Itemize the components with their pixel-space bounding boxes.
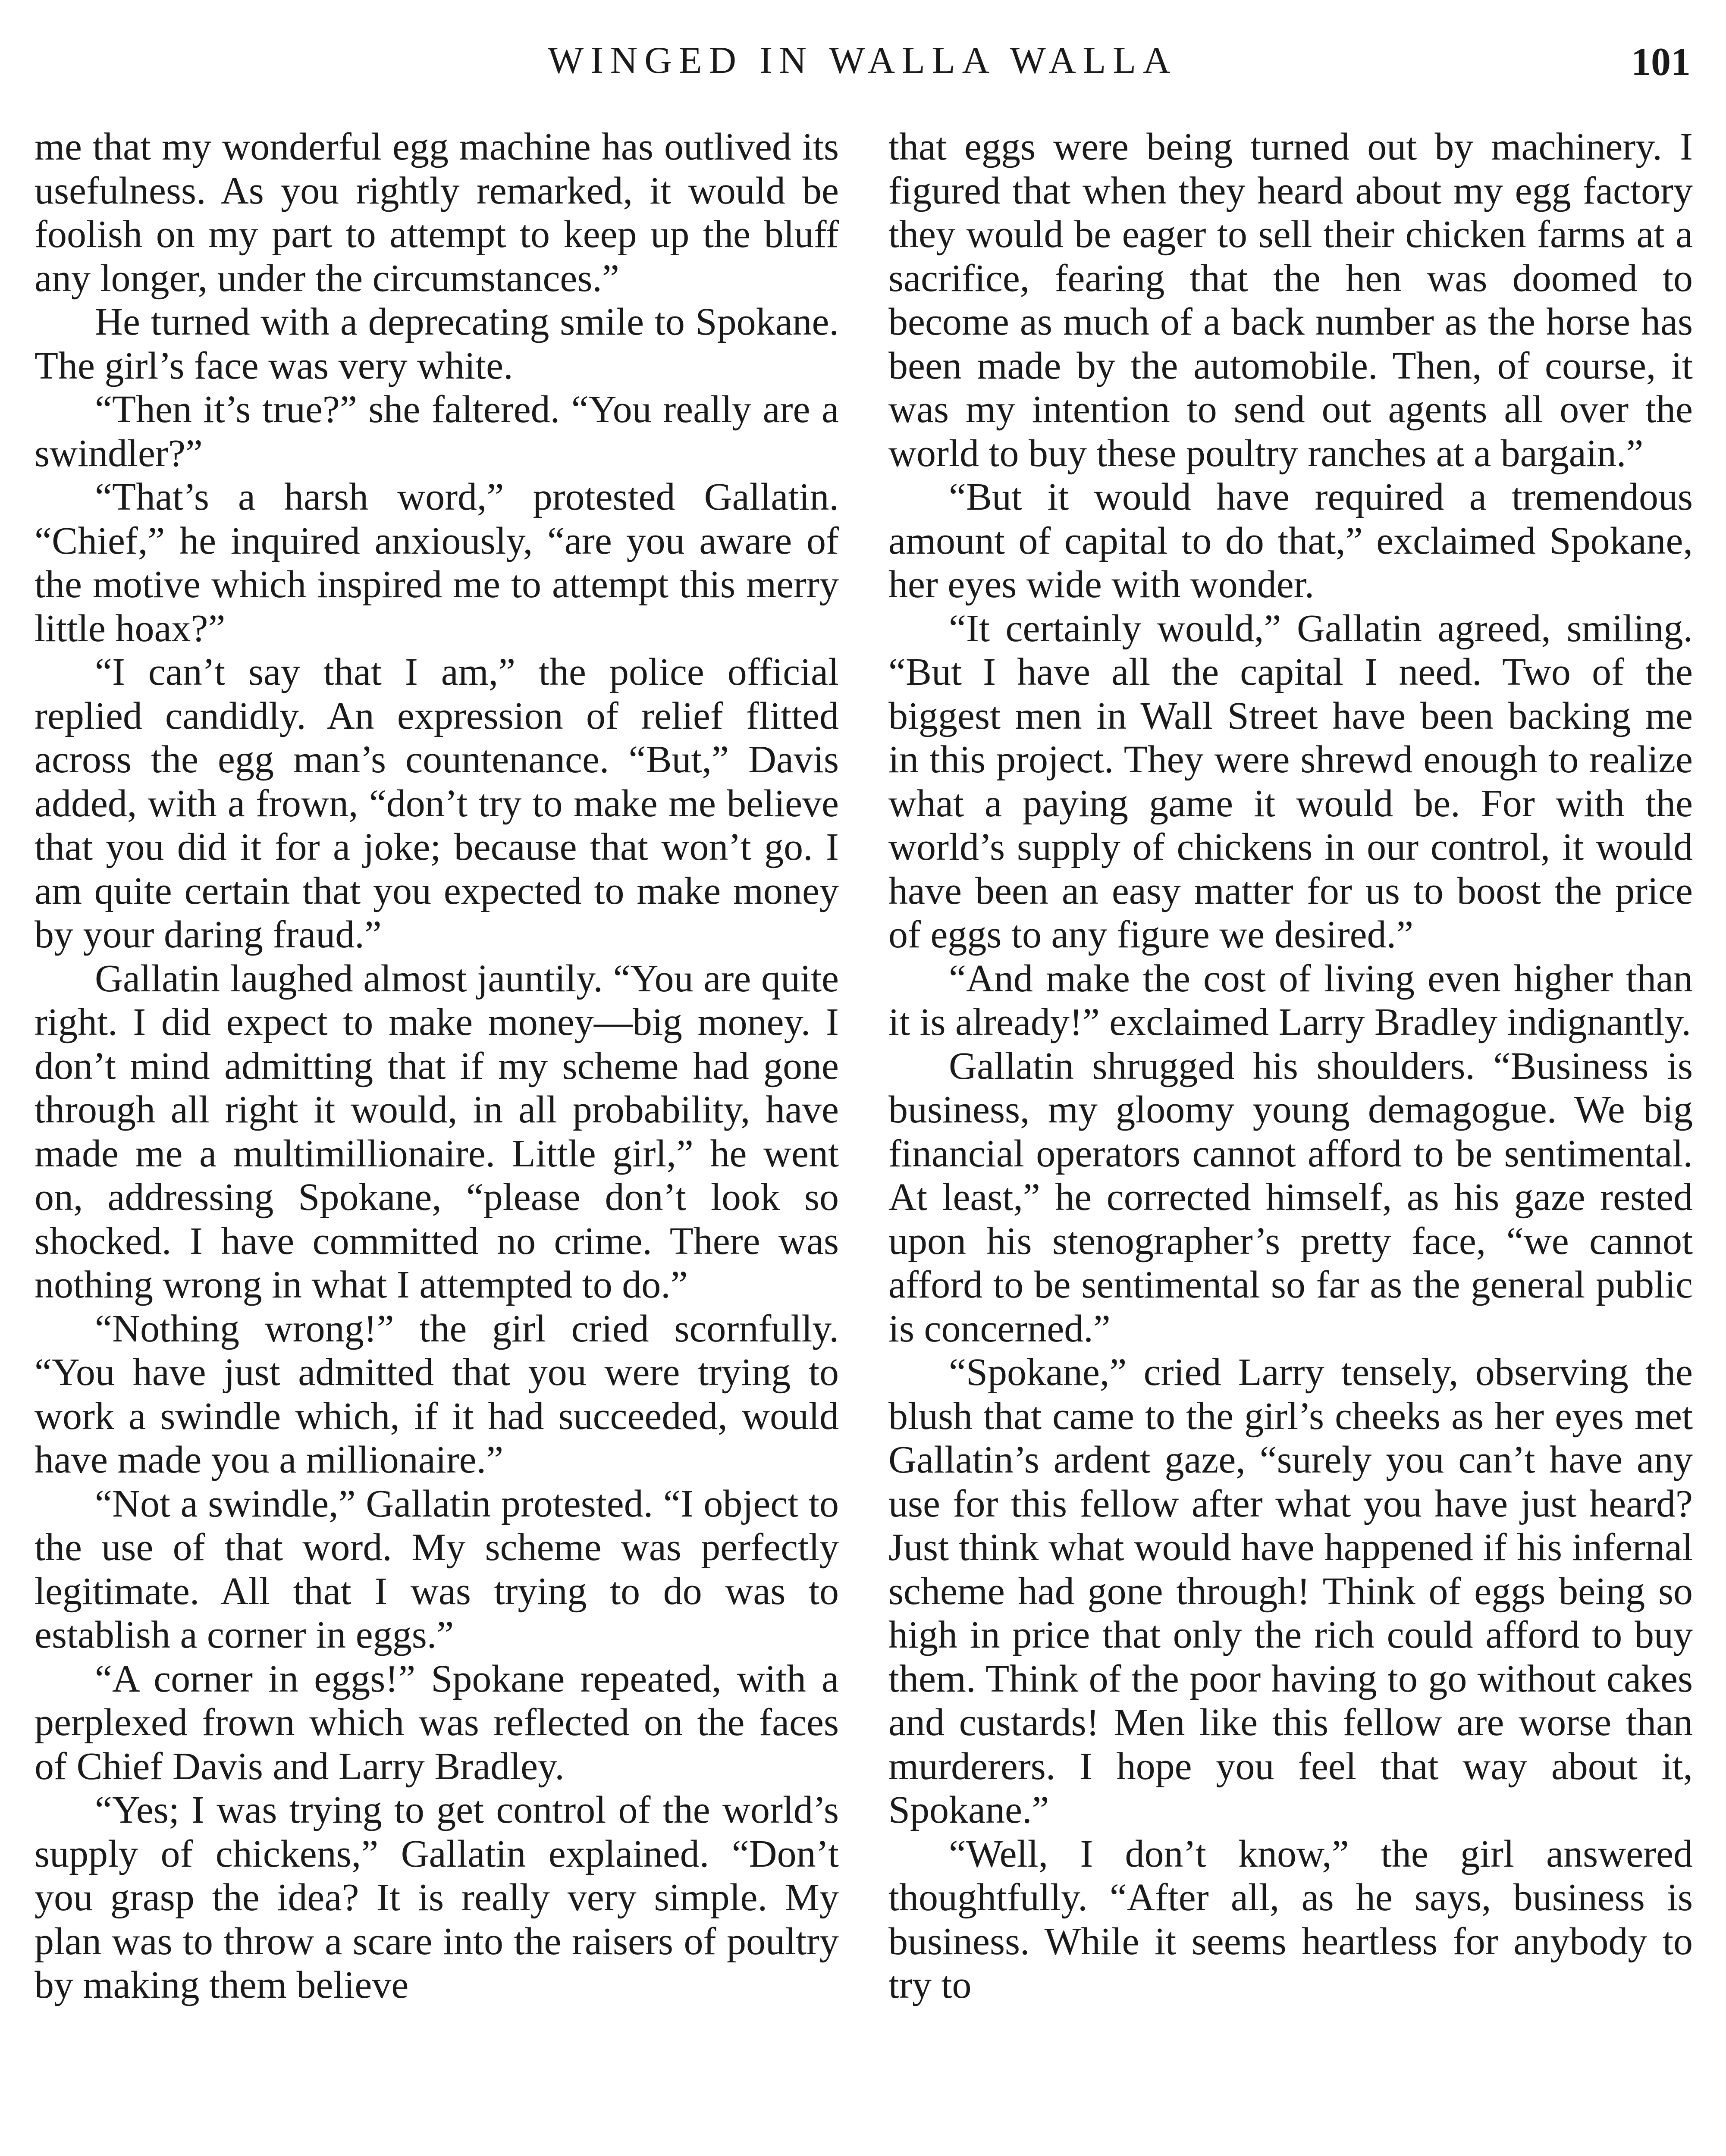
page-header xyxy=(35,26,1691,95)
paragraph: “And make the cost of living even higher than it is already!” exclaimed Larry Bradley indignantly. xyxy=(888,957,1693,1044)
paragraph: “Nothing wrong!” the girl cried scornfully. “You have just admitted that you were trying to work a swindle which, if it had succeeded, would have made you a millionaire.” xyxy=(35,1307,839,1481)
paragraph: “I can’t say that I am,” the police official replied candidly. An expression of relief flitted across the egg man’s countenance. “But,” Davis added, with a frown, “don’t try to make me believe that you did it for a joke; because that won’t go. I am quite certain that you expected to make money by your daring fraud.” xyxy=(35,651,839,956)
paragraph: me that my wonderful egg machine has outlived its usefulness. As you rightly remarked, it would be foolish on my part to attempt to keep up the bluff any longer, under the circumstances.” xyxy=(35,125,839,300)
paragraph: Gallatin shrugged his shoulders. “Business is business, my gloomy young demagogue. We big financial operators cannot afford to be sentimental. At least,” he corrected himself, as his gaze rested upon his stenographer’s pretty face, “we cannot afford to be sentimental so far as the general public is concerned.” xyxy=(888,1044,1693,1350)
left-column xyxy=(35,125,839,2007)
paragraph: He turned with a deprecating smile to Spokane. The girl’s face was very white. xyxy=(35,301,839,387)
running-title: WINGED IN WALLA WALLA xyxy=(548,40,1177,81)
paragraph: “Well, I don’t know,” the girl answered thoughtfully. “After all, as he says, business is business. While it seems heartless for anybody to try to xyxy=(888,1832,1693,2006)
paragraph: “It certainly would,” Gallatin agreed, smiling. “But I have all the capital I need. Two of the biggest men in Wall Street have been backing me in this project. They were shrewd enough to realize what a paying game it would be. For with the world’s supply of chickens in our control, it would have been an easy matter for us to boost the price of eggs to any figure we desired.” xyxy=(888,607,1693,956)
paragraph: “That’s a harsh word,” protested Gallatin. “Chief,” he inquired anxiously, “are you aware of the motive which inspired me to attempt this merry little hoax?” xyxy=(35,476,839,650)
paragraph: Gallatin laughed almost jauntily. “You are quite right. I did expect to make money—big money. I don’t mind admitting that if my scheme had gone through all right it would, in all probability, have made me a multimillionaire. Little girl,” he went on, addressing Spokane, “please don’t look so shocked. I have committed no crime. There was nothing wrong in what I attempted to do.” xyxy=(35,957,839,1306)
paragraph: “Spokane,” cried Larry tensely, observing the blush that came to the girl’s cheeks as her eyes met Gallatin’s ardent gaze, “surely you can’t have any use for this fellow after what you have just heard? Just think what would have happened if his infernal scheme had gone through! Think of eggs being so high in price that only the rich could afford to buy them. Think of the poor having to go without cakes and custards! Men like this fellow are worse than murderers. I hope you feel that way about it, Spokane.” xyxy=(888,1351,1693,1831)
paragraph: “A corner in eggs!” Spokane repeated, with a perplexed frown which was reflected on the faces of Chief Davis and Larry Bradley. xyxy=(35,1657,839,1788)
paragraph: “Not a swindle,” Gallatin protested. “I object to the use of that word. My scheme was perfectly legitimate. All that I was trying to do was to establish a corner in eggs.” xyxy=(35,1482,839,1656)
page-number: 101 xyxy=(1631,40,1691,84)
paragraph: that eggs were being turned out by machinery. I figured that when they heard about my egg factory they would be eager to sell their chicken farms at a sacrifice, fearing that the hen was doomed to become as much of a back number as the horse has been made by the automobile. Then, of course, it was my intention to send out agents all over the world to buy these poultry ranches at a bargain.” xyxy=(888,125,1693,475)
right-column xyxy=(888,125,1693,2007)
paragraph: “Yes; I was trying to get control of the world’s supply of chickens,” Gallatin explained. “Don’t you grasp the idea? It is really very simple. My plan was to throw a scare into the raisers of poultry by making them believe xyxy=(35,1789,839,2006)
paragraph: “But it would have required a tremendous amount of capital to do that,” exclaimed Spokane, her eyes wide with wonder. xyxy=(888,476,1693,606)
paragraph: “Then it’s true?” she faltered. “You really are a swindler?” xyxy=(35,388,839,475)
